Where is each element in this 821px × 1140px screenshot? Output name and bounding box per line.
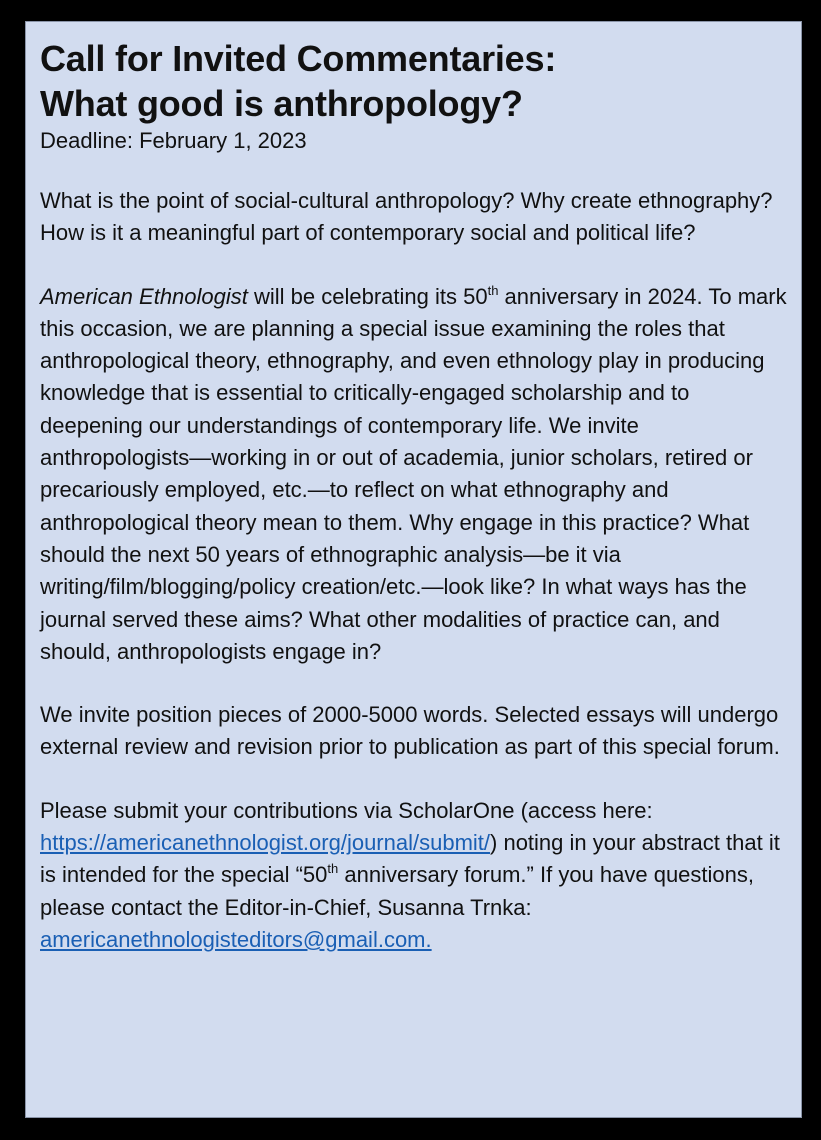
ordinal-suffix: th	[487, 282, 499, 298]
submit-text-a: Please submit your contributions via ScholarOne (access here:	[40, 797, 653, 823]
intro-paragraph: What is the point of social-cultural anthropology? Why create ethnography? How is it a meaningful part of contemporary social and political life?	[40, 188, 773, 246]
call-for-commentaries-panel	[25, 21, 802, 1118]
page-title	[40, 36, 787, 126]
title-line-2: What good is anthropology?	[40, 83, 523, 124]
body-paragraph	[40, 281, 787, 669]
journal-name: American Ethnologist	[40, 283, 248, 309]
title-line-1: Call for Invited Commentaries:	[40, 38, 557, 79]
length-paragraph: We invite position pieces of 2000-5000 words. Selected essays will undergo external review and revision prior to publication as part of this special forum.	[40, 702, 780, 760]
submit-text-c: anniversary forum.” If you have questions, please contact the Editor-in-Chief, Susanna Trnka:	[40, 862, 755, 920]
body-text-b: anniversary in 2024. To mark this occasion, we are planning a special issue examining the roles that anthropological theory, ethnography, and even ethnology play in producing knowledge that is essential to critically-engaged scholarship and to deepening our understandings of contemporary life. We invite anthropologists—working in or out of academia, junior scholars, retired or precariously employed, etc.—to reflect on what ethnography and anthropological theory mean to them. Why engage in this practice? What should the next 50 years of ethnographic analysis—be it via writing/film/blogging/policy creation/etc.—look like? In what ways has the journal served these aims? What other modalities of practice can, and should, anthropologists engage in?	[40, 283, 787, 664]
body-text-a: will be celebrating its 50	[247, 283, 488, 309]
submission-link[interactable]: https://americanethnologist.org/journal/submit/	[40, 830, 491, 856]
submission-paragraph	[40, 795, 787, 956]
editor-email-link[interactable]: americanethnologisteditors@gmail.com.	[40, 926, 432, 952]
ordinal-suffix: th	[327, 861, 339, 877]
submit-text-b: ) noting in your abstract that it is intended for the special “50	[40, 830, 780, 888]
deadline: Deadline: February 1, 2023	[40, 128, 307, 153]
